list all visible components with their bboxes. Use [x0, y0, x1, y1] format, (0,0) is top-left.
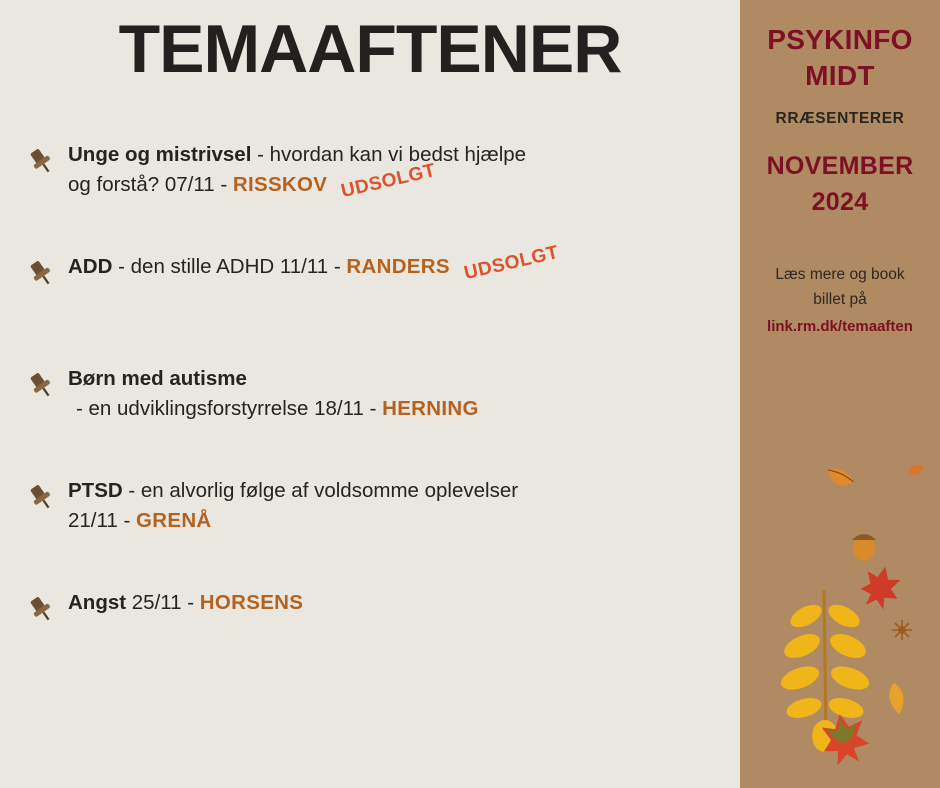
status-badge: UDSOLGT: [339, 159, 439, 203]
leaf-icon: [857, 562, 905, 612]
event-title: ADD: [68, 255, 113, 278]
event-date: 21/11 -: [68, 509, 136, 532]
event-line-2: [68, 506, 700, 536]
event-line-1: [68, 588, 700, 618]
booking-info: [740, 262, 940, 339]
leaf-icon: [887, 681, 906, 715]
list-item[interactable]: [0, 140, 700, 252]
year-label: 2024: [811, 188, 869, 216]
event-city: RANDERS: [346, 255, 450, 278]
month-label: NOVEMBER: [766, 152, 914, 180]
booking-line-2: billet på: [813, 291, 867, 308]
event-city: HERNING: [382, 397, 479, 420]
status-badge: UDSOLGT: [462, 241, 561, 285]
pin-icon: [26, 258, 56, 288]
page-title: TEMAAFTENER: [118, 11, 622, 87]
event-date: og forstå? 07/11 -: [68, 173, 233, 196]
leaf-icon: [824, 465, 856, 490]
event-city: RISSKOV: [232, 173, 328, 196]
event-desc: 25/11 -: [126, 591, 200, 614]
brand-name: [740, 22, 940, 94]
sidebar: [740, 0, 940, 788]
event-title: Børn med autisme: [68, 367, 247, 390]
date-block: [740, 148, 940, 220]
event-desc: - en alvorlig følge af voldsomme oplevelser: [122, 479, 519, 502]
event-line-2: [68, 394, 700, 424]
event-title: Unge og mistrivsel: [68, 143, 252, 166]
list-item[interactable]: [0, 476, 700, 588]
event-desc: - hvordan kan vi bedst hjælpe: [251, 143, 527, 166]
event-title: PTSD: [68, 479, 123, 502]
pin-icon: [26, 370, 56, 400]
brand-line-2: MIDT: [805, 60, 875, 91]
event-city: HORSENS: [199, 591, 304, 614]
event-line-1: [68, 476, 700, 506]
event-desc: - en udviklingsforstyrrelse 18/11 -: [76, 397, 383, 420]
event-line-1: [68, 364, 700, 394]
acorn-icon: [852, 534, 876, 561]
autumn-leaves-decoration: [740, 440, 940, 788]
event-desc: - den stille ADHD 11/11 -: [112, 255, 347, 278]
event-title: Angst: [68, 591, 127, 614]
event-list: [0, 140, 700, 700]
event-line-1: [68, 140, 700, 170]
booking-line-1: Læs mere og book: [775, 266, 905, 283]
seed-icon: [892, 620, 912, 640]
booking-link[interactable]: link.rm.dk/temaaften: [767, 318, 913, 335]
brand-line-1: PSYKINFO: [767, 24, 913, 55]
presents-label: RRÆSENTERER: [775, 110, 905, 127]
pin-icon: [26, 482, 56, 512]
pin-icon: [26, 594, 56, 624]
list-item[interactable]: [0, 588, 700, 700]
list-item[interactable]: [0, 241, 700, 364]
leaf-icon: [906, 462, 924, 477]
event-line-2: [68, 159, 700, 203]
pin-icon: [26, 146, 56, 176]
event-line-1: [68, 241, 700, 285]
list-item[interactable]: [0, 364, 700, 476]
event-city: GRENÅ: [136, 509, 212, 532]
